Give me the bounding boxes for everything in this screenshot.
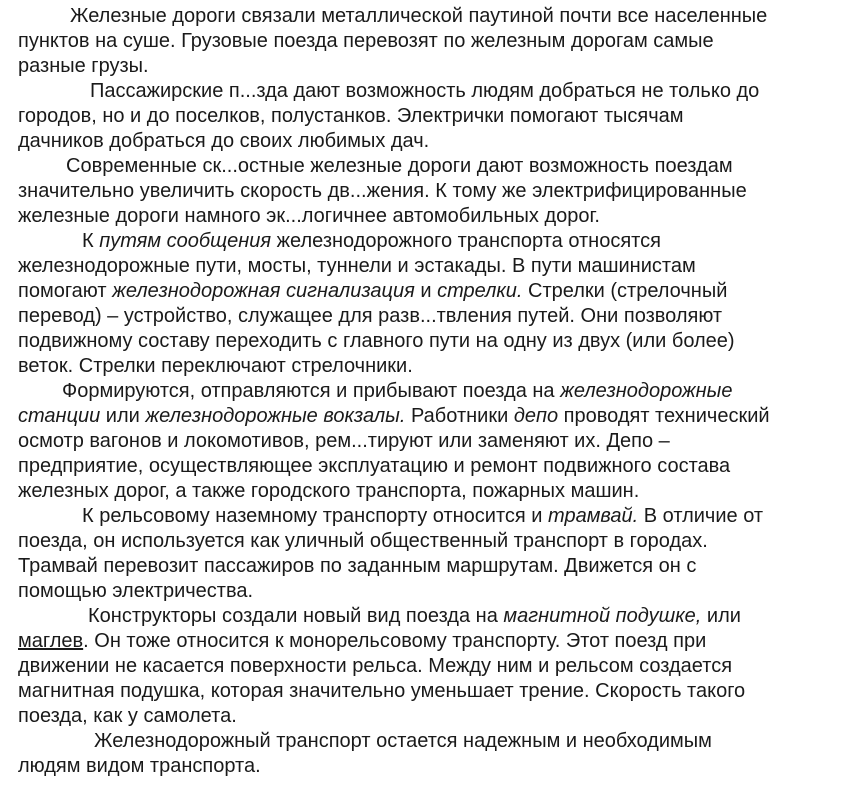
text-line [18, 554, 856, 579]
text-line [18, 204, 856, 229]
text-run: или [701, 605, 741, 627]
text-run: осмотр вагонов и локомотивов, рем...тируют или заменяют их. Депо – [18, 430, 670, 452]
text-run: движении не касается поверхности рельса. Между ним и рельсом создается [18, 655, 733, 677]
text-run: проводят технический [558, 405, 770, 427]
italic-term: депо [513, 405, 559, 427]
text-line [18, 479, 856, 504]
text-run: Стрелки (стрелочный [522, 280, 728, 302]
text-line [18, 729, 856, 754]
text-line [18, 379, 856, 404]
text-run: К [82, 230, 100, 252]
paragraph [18, 504, 856, 604]
text-run: веток. Стрелки переключают стрелочники. [18, 355, 413, 377]
text-line [18, 629, 856, 654]
text-run: железнодорожного транспорта относятся [271, 230, 661, 252]
text-line [18, 429, 856, 454]
text-line [18, 254, 856, 279]
text-line [18, 329, 856, 354]
text-run: поезда, как у самолета. [18, 705, 237, 727]
text-run: разные грузы. [18, 55, 149, 77]
text-run: Трамвай перевозит пассажиров по заданным маршрутам. Движется он с [18, 555, 697, 577]
text-line [18, 179, 856, 204]
text-run: подвижному составу переходить с главного пути на одну из двух (или более) [18, 330, 735, 352]
text-line [18, 29, 856, 54]
text-run: перевод) – устройство, служащее для разв...твления путей. Они позволяют [18, 305, 723, 327]
text-line [18, 4, 856, 29]
text-run: и [414, 280, 438, 302]
text-run: . Он тоже относится к монорельсовому транспорту. Этот поезд при [83, 630, 707, 652]
text-run: железных дорог, а также городского транспорта, пожарных машин. [18, 480, 640, 502]
text-line [18, 679, 856, 704]
text-line [18, 529, 856, 554]
paragraph [18, 604, 856, 729]
italic-term: стрелки. [437, 280, 523, 302]
text-run: помощью электричества. [18, 580, 254, 602]
text-line [18, 229, 856, 254]
text-line [18, 154, 856, 179]
text-run: или [100, 405, 146, 427]
text-line [18, 104, 856, 129]
text-run: значительно увеличить скорость дв...жения. К тому же электрифицированные [18, 180, 747, 202]
text-line [18, 279, 856, 304]
text-run: железнодорожные пути, мосты, туннели и эстакады. В пути машинистам [18, 255, 696, 277]
italic-term: железнодорожная сигнализация [112, 280, 415, 302]
italic-term: магнитной подушке, [503, 605, 702, 627]
text-run: магнитная подушка, которая значительно уменьшает трение. Скорость такого [18, 680, 746, 702]
text-line [18, 54, 856, 79]
underlined-term: маглев [18, 630, 84, 652]
italic-term: трамвай. [548, 505, 639, 527]
text-run: помогают [18, 280, 113, 302]
text-line [18, 579, 856, 604]
text-run: Формируются, отправляются и прибывают поезда на [62, 380, 561, 402]
text-line [18, 454, 856, 479]
paragraph [18, 379, 856, 504]
italic-term: железнодорожные [560, 380, 733, 402]
text-run: дачников добраться до своих любимых дач. [18, 130, 430, 152]
italic-term: железнодорожные вокзалы. [145, 405, 406, 427]
text-run: Пассажирские п...зда дают возможность людям добраться не только до [90, 80, 760, 102]
text-run: поезда, он используется как уличный общественный транспорт в городах. [18, 530, 708, 552]
text-run: пунктов на суше. Грузовые поезда перевозят по железным дорогам самые [18, 30, 714, 52]
paragraph [18, 229, 856, 379]
text-line [18, 129, 856, 154]
paragraph [18, 154, 856, 229]
paragraph [18, 4, 856, 79]
text-line [18, 654, 856, 679]
text-line [18, 79, 856, 104]
text-run: городов, но и до поселков, полустанков. Электрички помогают тысячам [18, 105, 684, 127]
text-line [18, 754, 856, 779]
text-line [18, 354, 856, 379]
text-line [18, 404, 856, 429]
paragraph [18, 729, 856, 779]
paragraph [18, 79, 856, 154]
text-run: Современные ск...остные железные дороги дают возможность поездам [66, 155, 733, 177]
text-run: железные дороги намного эк...логичнее автомобильных дорог. [18, 205, 600, 227]
text-line [18, 304, 856, 329]
text-line [18, 504, 856, 529]
text-line [18, 604, 856, 629]
text-run: Конструкторы создали новый вид поезда на [88, 605, 504, 627]
text-run: В отличие от [638, 505, 764, 527]
text-run: К рельсовому наземному транспорту относится и [82, 505, 549, 527]
text-run: Железнодорожный транспорт остается надежным и необходимым [94, 730, 712, 752]
text-run: предприятие, осуществляющее эксплуатацию и ремонт подвижного состава [18, 455, 731, 477]
document-body [18, 4, 856, 779]
text-line [18, 704, 856, 729]
italic-term: станции [18, 405, 101, 427]
italic-term: путям сообщения [99, 230, 272, 252]
text-run: Железные дороги связали металлической паутиной почти все населенные [70, 5, 768, 27]
document-page [18, 4, 856, 779]
text-run: Работники [405, 405, 514, 427]
text-run: людям видом транспорта. [18, 755, 261, 777]
